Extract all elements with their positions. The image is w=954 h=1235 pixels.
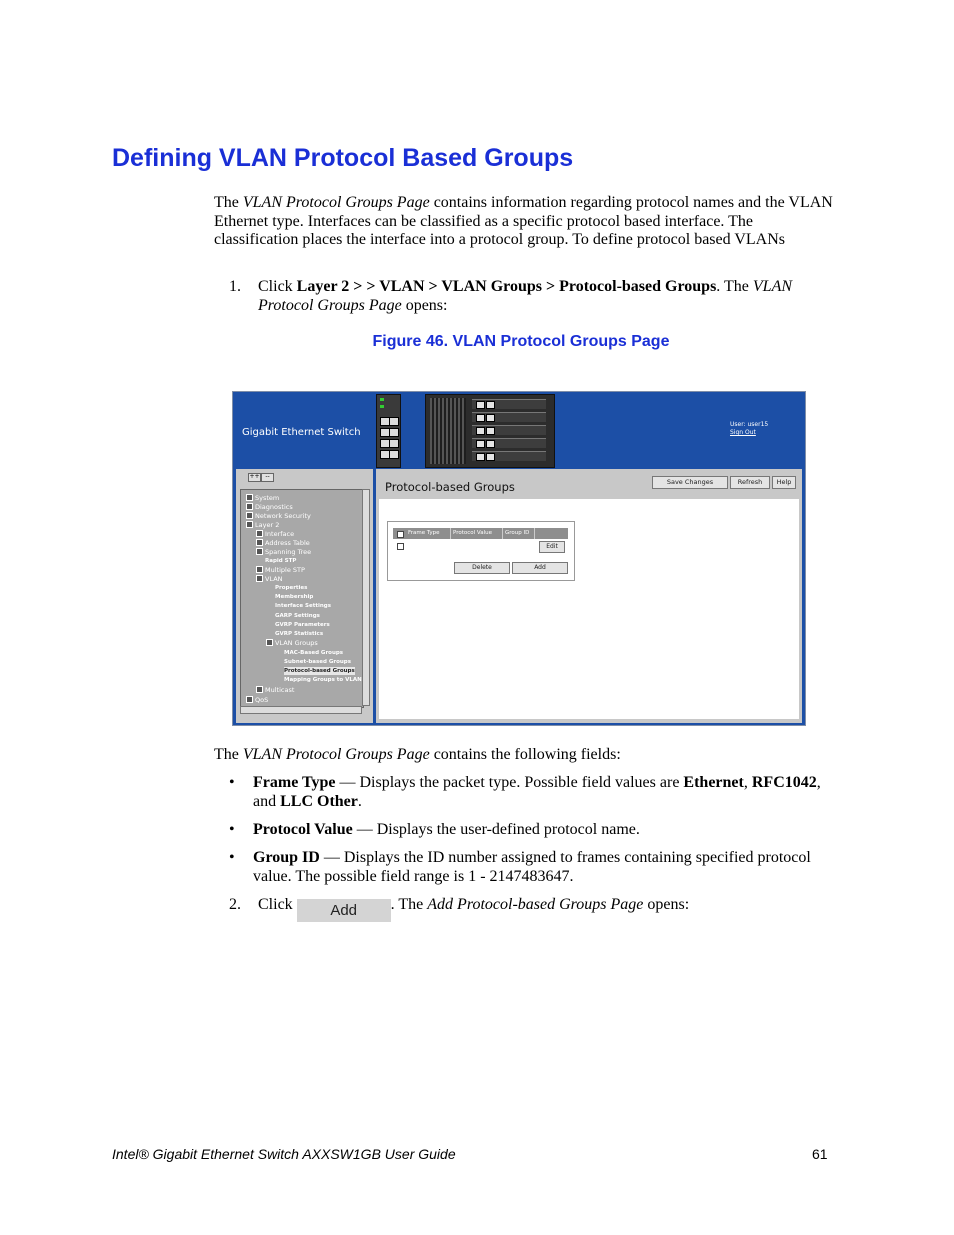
page-number: 61 xyxy=(812,1146,828,1162)
chassis-image xyxy=(425,394,555,468)
tree-item-layer-2[interactable]: Layer 2 xyxy=(246,521,279,529)
sign-out-link[interactable]: Sign Out xyxy=(730,429,756,436)
protocol-groups-panel xyxy=(387,521,575,581)
navigation-tree xyxy=(240,489,364,708)
figure-caption: Figure 46. VLAN Protocol Groups Page xyxy=(372,333,670,350)
add-button[interactable]: Add xyxy=(512,562,568,574)
select-all-checkbox[interactable] xyxy=(397,531,404,538)
intro-paragraph: The VLAN Protocol Groups Page contains information regarding protocol names and the VLAN Ethernet type. Interfaces can be classified as a specific protocol based interface. The classification places the interface into a protocol group. To define protocol based VLANs xyxy=(214,194,833,248)
expand-all-button[interactable]: ++ xyxy=(249,473,260,480)
tree-item-gvrp-statistics[interactable]: GVRP Statistics xyxy=(275,631,324,637)
tree-item-properties[interactable]: Properties xyxy=(275,585,308,591)
expand-icon xyxy=(246,494,253,501)
expand-icon xyxy=(256,686,263,693)
collapse-icon xyxy=(266,639,273,646)
bullet-icon: • xyxy=(229,821,235,838)
expand-icon xyxy=(256,530,263,537)
tree-item-rapid-stp[interactable]: Rapid STP xyxy=(265,558,297,564)
step-text: Click Layer 2 > > VLAN > VLAN Groups > Protocol-based Groups. The VLAN Protocol Groups Page opens: xyxy=(258,278,793,314)
switch-title: Gigabit Ethernet Switch xyxy=(242,427,361,438)
help-button[interactable]: Help xyxy=(772,476,796,489)
tree-item-membership[interactable]: Membership xyxy=(275,594,314,600)
expand-icon xyxy=(256,539,263,546)
navigation-pane xyxy=(236,469,373,723)
collapse-all-button[interactable]: -- xyxy=(261,473,274,482)
step-text: Click Add . The Add Protocol-based Groups Page opens: xyxy=(258,896,843,922)
expand-icon xyxy=(256,566,263,573)
tree-item-mapping-groups-to-vlan[interactable]: Mapping Groups to VLAN xyxy=(284,677,362,683)
table-header xyxy=(393,528,568,539)
page-title: Protocol-based Groups xyxy=(385,480,515,494)
tree-item-multicast[interactable]: Multicast xyxy=(256,686,294,694)
content-area xyxy=(379,499,799,719)
tree-item-protocol-based-groups[interactable]: Protocol-based Groups xyxy=(284,668,355,674)
expand-icon xyxy=(246,512,253,519)
column-group-id: Group ID xyxy=(503,528,535,539)
tree-item-vlan-groups[interactable]: VLAN Groups xyxy=(266,639,318,647)
fields-intro: The VLAN Protocol Groups Page contains the following fields: xyxy=(214,746,621,763)
tree-item-system[interactable]: System xyxy=(246,494,279,502)
footer-title: Intel® Gigabit Ethernet Switch AXXSW1GB User Guide xyxy=(112,1146,456,1162)
table-row xyxy=(393,540,568,552)
tree-item-address-table[interactable]: Address Table xyxy=(256,539,310,547)
content-pane xyxy=(376,469,802,723)
bullet-group-id: • Group ID — Displays the ID number assigned to frames containing specified protocol value. The possible field range is 1 - 2147483647. xyxy=(229,849,811,885)
column-protocol-value: Protocol Value xyxy=(451,528,503,539)
expand-icon xyxy=(246,503,253,510)
figure-screenshot xyxy=(232,391,806,726)
section-heading: Defining VLAN Protocol Based Groups xyxy=(112,144,574,172)
bullet-icon: • xyxy=(229,774,235,791)
step-number: 2. xyxy=(229,896,241,913)
expand-icon xyxy=(246,696,253,703)
bullet-icon: • xyxy=(229,849,235,866)
save-changes-button[interactable]: Save Changes xyxy=(652,476,728,489)
tree-item-gvrp-parameters[interactable]: GVRP Parameters xyxy=(275,622,330,628)
tree-item-multiple-stp[interactable]: Multiple STP xyxy=(256,566,305,574)
edit-button[interactable]: Edit xyxy=(539,541,565,553)
tree-item-network-security[interactable]: Network Security xyxy=(246,512,311,520)
tree-item-subnet-based-groups[interactable]: Subnet-based Groups xyxy=(284,659,352,665)
collapse-icon xyxy=(246,521,253,528)
tree-vertical-scrollbar[interactable] xyxy=(362,489,370,706)
refresh-button[interactable]: Refresh xyxy=(730,476,770,489)
delete-button[interactable]: Delete xyxy=(454,562,510,574)
add-button-image: Add xyxy=(297,899,391,922)
tree-item-diagnostics[interactable]: Diagnostics xyxy=(246,503,293,511)
tree-horizontal-scrollbar[interactable] xyxy=(240,706,362,714)
step-number: 1. xyxy=(229,278,241,295)
tree-item-garp-settings[interactable]: GARP Settings xyxy=(275,613,320,619)
user-label: User: user15 xyxy=(730,421,769,428)
step-1 xyxy=(229,278,839,318)
tree-item-mac-based-groups[interactable]: MAC-Based Groups xyxy=(284,650,344,656)
tree-item-spanning-tree[interactable]: Spanning Tree xyxy=(256,548,311,556)
column-frame-type: Frame Type xyxy=(406,528,451,539)
tree-item-interface-settings[interactable]: Interface Settings xyxy=(275,603,332,609)
collapse-icon xyxy=(256,575,263,582)
tree-item-interface[interactable]: Interface xyxy=(256,530,294,538)
tree-item-qos[interactable]: QoS xyxy=(246,696,268,704)
user-info xyxy=(730,421,768,437)
bullet-frame-type: • Frame Type — Displays the packet type. Possible field values are Ethernet, RFC1042, and LLC Other. xyxy=(229,774,821,810)
expand-icon xyxy=(256,548,263,555)
step-2 xyxy=(229,896,839,922)
tree-item-vlan[interactable]: VLAN xyxy=(256,575,283,583)
switch-front-panel xyxy=(376,394,401,468)
row-checkbox[interactable] xyxy=(397,543,404,550)
bullet-protocol-value: • Protocol Value — Displays the user-defined protocol name. xyxy=(229,821,640,838)
